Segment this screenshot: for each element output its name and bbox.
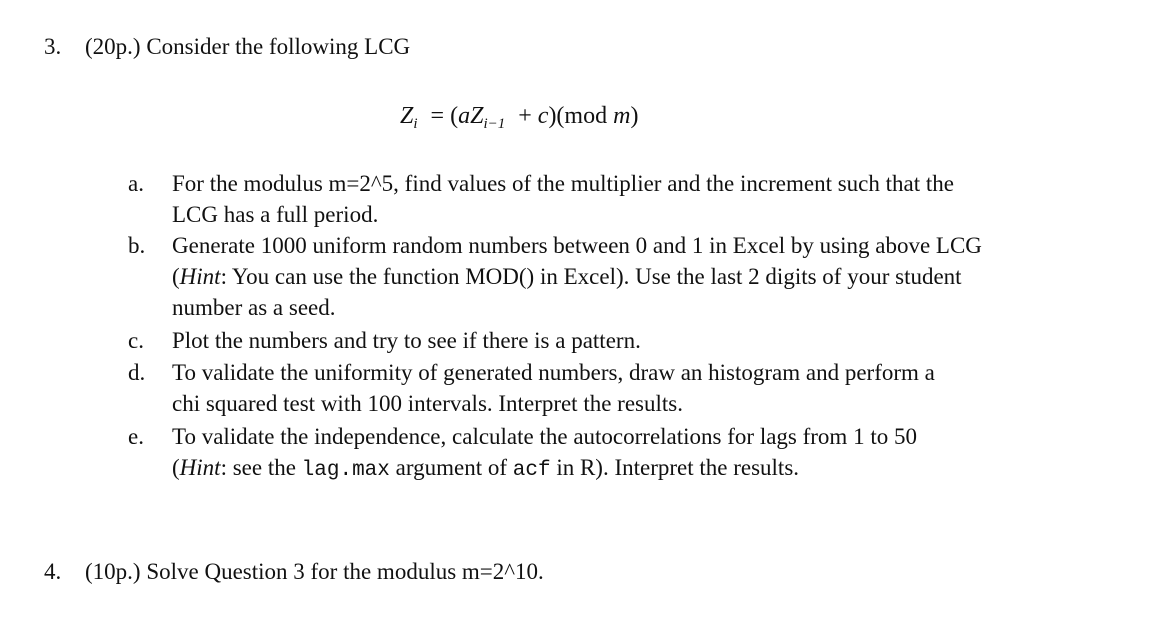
item-c-label: c.: [128, 328, 144, 353]
formula-close-paren: ): [630, 103, 639, 129]
formula-az: aZ: [458, 103, 484, 129]
formula-z: Z: [400, 103, 414, 129]
item-b-line-2-rest: : You can use the function MOD() in Excel). Use the last 2 digits of your student: [220, 264, 962, 289]
code-acf: acf: [512, 459, 551, 482]
item-b-line-1: Generate 1000 uniform random numbers between 0 and 1 in Excel by using above LCG: [172, 233, 982, 258]
formula-equals: =: [430, 103, 445, 129]
item-a-line-1: For the modulus m=2^5, find values of the multiplier and the increment such that the: [172, 171, 954, 196]
question-3-text: (20p.) Consider the following LCG: [85, 34, 411, 59]
item-e-line-1: To validate the independence, calculate the autocorrelations for lags from 1 to 50: [172, 424, 917, 449]
question-4-text: (10p.) Solve Question 3 for the modulus m=2^10.: [85, 559, 544, 584]
item-d-label: d.: [128, 360, 146, 385]
formula-c: c: [537, 103, 549, 129]
question-4-number: 4.: [44, 559, 62, 584]
item-c-line-1: Plot the numbers and try to see if there is a pattern.: [172, 328, 641, 353]
item-b-open-paren: (: [172, 264, 180, 289]
item-b-label: b.: [128, 233, 146, 258]
item-b-line-2: [172, 261, 1072, 292]
question-3-number: 3.: [44, 34, 62, 59]
item-e-line-2-c: in R). Interpret the results.: [550, 455, 800, 480]
item-a-text: [172, 168, 1072, 230]
formula-sub-i: i: [413, 116, 418, 132]
item-d-line-1: To validate the uniformity of generated numbers, draw an histogram and perform a: [172, 360, 935, 385]
formula-open-paren: (: [450, 103, 459, 129]
item-e-hint: Hint: [179, 455, 221, 480]
lcg-formula: [400, 101, 638, 132]
formula-plus: +: [518, 103, 532, 129]
item-e-line-2-a: : see the: [220, 455, 302, 480]
formula-mod: )(mod: [548, 103, 608, 129]
formula-sub-i-minus-1: i−1: [483, 116, 506, 132]
item-e-label: e.: [128, 424, 144, 449]
item-c-text: [172, 325, 1072, 356]
code-lag-max: lag.max: [301, 459, 390, 482]
item-b-hint: Hint: [179, 264, 221, 289]
formula-m: m: [613, 103, 631, 129]
item-a-label: a.: [128, 171, 144, 196]
item-a-line-2: LCG has a full period.: [172, 202, 379, 227]
item-b-line-3: number as a seed.: [172, 295, 336, 320]
item-e-line-2-b: argument of: [389, 455, 513, 480]
item-e-line-2: [172, 452, 1072, 486]
item-d-line-2: chi squared test with 100 intervals. Interpret the results.: [172, 391, 683, 416]
item-d-text: [172, 357, 1072, 419]
item-e-open-paren: (: [172, 455, 180, 480]
item-e-text: [172, 421, 1072, 486]
item-b-text: [172, 230, 1072, 323]
